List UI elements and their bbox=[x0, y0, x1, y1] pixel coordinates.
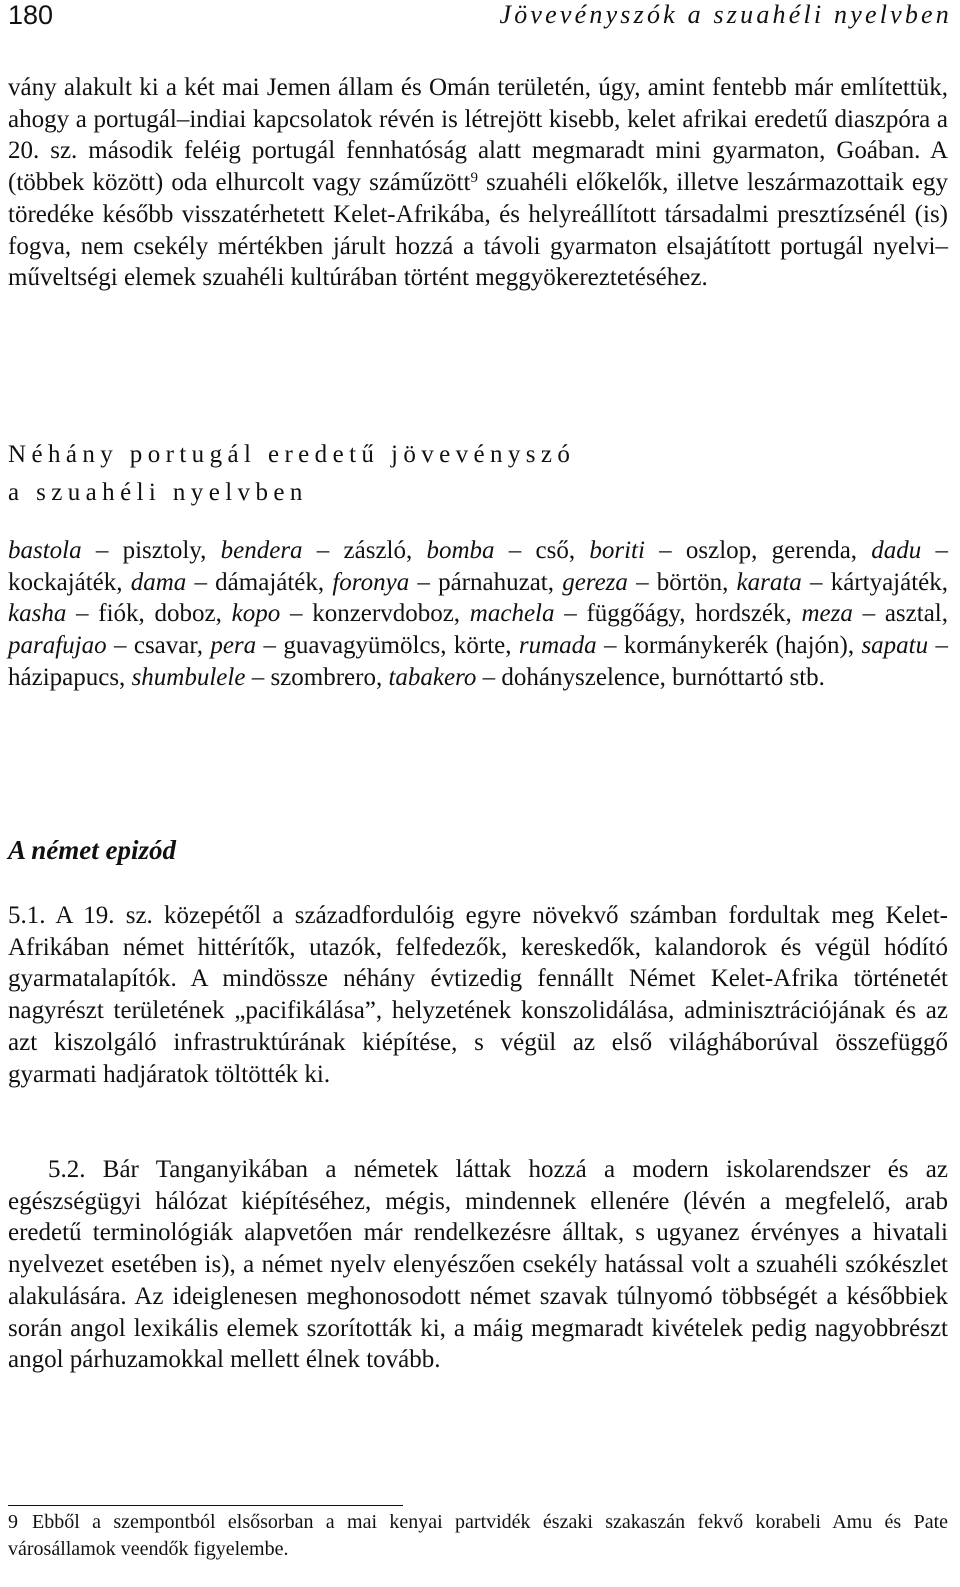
loanword-meaning: – fiók, doboz, bbox=[66, 600, 232, 628]
german-section-heading: A német epizód bbox=[8, 835, 176, 865]
loanword: gereza bbox=[562, 568, 628, 596]
paragraph-intro bbox=[8, 72, 948, 294]
paragraph-5-2: 5.2. Bár Tanganyikában a németek láttak hozzá a modern iskolarendszer és az egészségügyi hálózat kiépítéséhez, mégis, mindennek ellenére (lévén a megfelelő, arab eredetű terminológiák alapvetően már rendelkezésre álltak, s ugyanez érvényes a hivatali nyelvezet esetében is), a német nyelv elenyészően csekély hatással volt a szuahéli szókészlet alakulására. Az ideiglenesen meghonosodott német szavak túlnyomó többségét a későbbiek során angol lexikális elemek szorították ki, a máig megmaradt kivételek pedig nagyobbrészt angol párhuzamokkal mellett élnek tovább. bbox=[8, 1156, 948, 1374]
loanword-meaning: – kormánykerék (hajón), bbox=[596, 632, 862, 660]
loanword-meaning: – asztal, bbox=[852, 600, 948, 628]
loanword: karata bbox=[736, 568, 802, 596]
loanword-meaning: – guavagyümölcs, körte, bbox=[256, 632, 519, 660]
loanword: kasha bbox=[8, 600, 67, 628]
loanword-meaning: – cső, bbox=[494, 537, 590, 564]
loanword: bomba bbox=[426, 537, 495, 564]
loanword: parafujao bbox=[8, 632, 107, 660]
loanword-meaning: – csavar, bbox=[106, 632, 211, 660]
loanword-list bbox=[8, 535, 948, 694]
footnote-mark: 9 bbox=[8, 1511, 18, 1533]
loanword: kopo bbox=[231, 600, 281, 628]
loanword-meaning: – konzervdoboz, bbox=[280, 600, 470, 628]
paragraph-intro-text-a: vány alakult ki a két mai Jemen állam és Omán területén, úgy, amint fentebb már említettük, ahogy a portugál–indiai kapcsolatok révén is létrejött kisebb, kelet afrikai eredetű diaszpóra a 20. sz. második feléig portugál fennhatóság alatt megmaradt mini gyarmaton, Goában. A (többek között) oda elhurcolt vagy száműzött bbox=[8, 74, 948, 197]
loanword: bendera bbox=[220, 537, 303, 564]
loanword: bastola bbox=[8, 537, 82, 564]
paragraph-5-1: 5.1. A 19. sz. közepétől a századfordulóig egyre növekvő számban fordultak meg Kelet-Afrikában német hittérítők, utazók, felfedezők, kereskedők, kalandorok és végül hódító gyarmatalapítók. A mindössze néhány évtizedig fennállt Német Kelet-Afrika történetét nagyrészt területének „pacifikálása”, helyzetének konszolidálása, adminisztrációjának és az azt kiszolgáló infrastruktúrának kiépítése, s végül az első világháborúval összefüggő gyarmati hadjáratok töltötték ki. bbox=[8, 902, 948, 1088]
running-title: Jövevényszók a szuahéli nyelvben bbox=[499, 0, 952, 29]
loanword: meza bbox=[801, 600, 853, 628]
portuguese-loanwords-heading bbox=[8, 436, 948, 512]
loanword-meaning: – zászló, bbox=[302, 537, 427, 564]
loanword-meaning: – házipapucs, bbox=[8, 632, 949, 691]
loanword-meaning: – pisztoly, bbox=[81, 537, 221, 564]
footnote-text: Ebből a szempontból elsősorban a mai kenyai partvidék északi szakaszán fekvő korabeli Amu és Pate városállamok veendők figyelembe. bbox=[8, 1511, 948, 1560]
loanword: dama bbox=[130, 568, 187, 596]
loanword-meaning: – dámajáték, bbox=[186, 568, 333, 596]
page-header bbox=[0, 0, 960, 34]
page-number: 180 bbox=[8, 0, 54, 30]
loanword: sapatu bbox=[861, 632, 929, 660]
footnote bbox=[8, 1509, 948, 1563]
loanword: dadu bbox=[871, 537, 922, 564]
loanword: rumada bbox=[518, 632, 597, 660]
loanword-meaning: – függőágy, hordszék, bbox=[554, 600, 802, 628]
loanword: shumbulele bbox=[131, 663, 246, 691]
loanword-meaning: – dohányszelence, burnóttartó stb. bbox=[476, 663, 825, 691]
paragraph-intro-text-b: szuahéli előkelők, illetve leszármazottaik egy töredéke később visszatérhetett Kelet-Afrikába, és helyreállított társadalmi presztízsénél (is) fogva, nem csekély mértékben járult hozzá a távoli gyarmaton elsajátított portugál nyelvi–műveltségi elemek szuahéli kultúrában történt meggyökereztetéséhez. bbox=[8, 169, 948, 292]
loanword-meaning: – börtön, bbox=[627, 568, 737, 596]
heading-line-2: a szuahéli nyelvben bbox=[8, 479, 308, 506]
loanword: tabakero bbox=[388, 663, 477, 691]
loanword: foronya bbox=[332, 568, 410, 596]
loanword-meaning: – kártyajáték, bbox=[801, 568, 948, 596]
footnote-divider bbox=[8, 1505, 403, 1506]
heading-line-1: Néhány portugál eredetű jövevényszó bbox=[8, 441, 576, 468]
loanword-meaning: – szombrero, bbox=[245, 663, 389, 691]
loanword-meaning: – kockajáték, bbox=[8, 537, 949, 596]
loanword: pera bbox=[210, 632, 257, 660]
loanword-meaning: – oszlop, gerenda, bbox=[644, 537, 872, 564]
footnote-reference[interactable]: 9 bbox=[470, 170, 478, 187]
loanword-meaning: – párnahuzat, bbox=[409, 568, 563, 596]
loanword: boriti bbox=[589, 537, 645, 564]
loanword: machela bbox=[469, 600, 555, 628]
